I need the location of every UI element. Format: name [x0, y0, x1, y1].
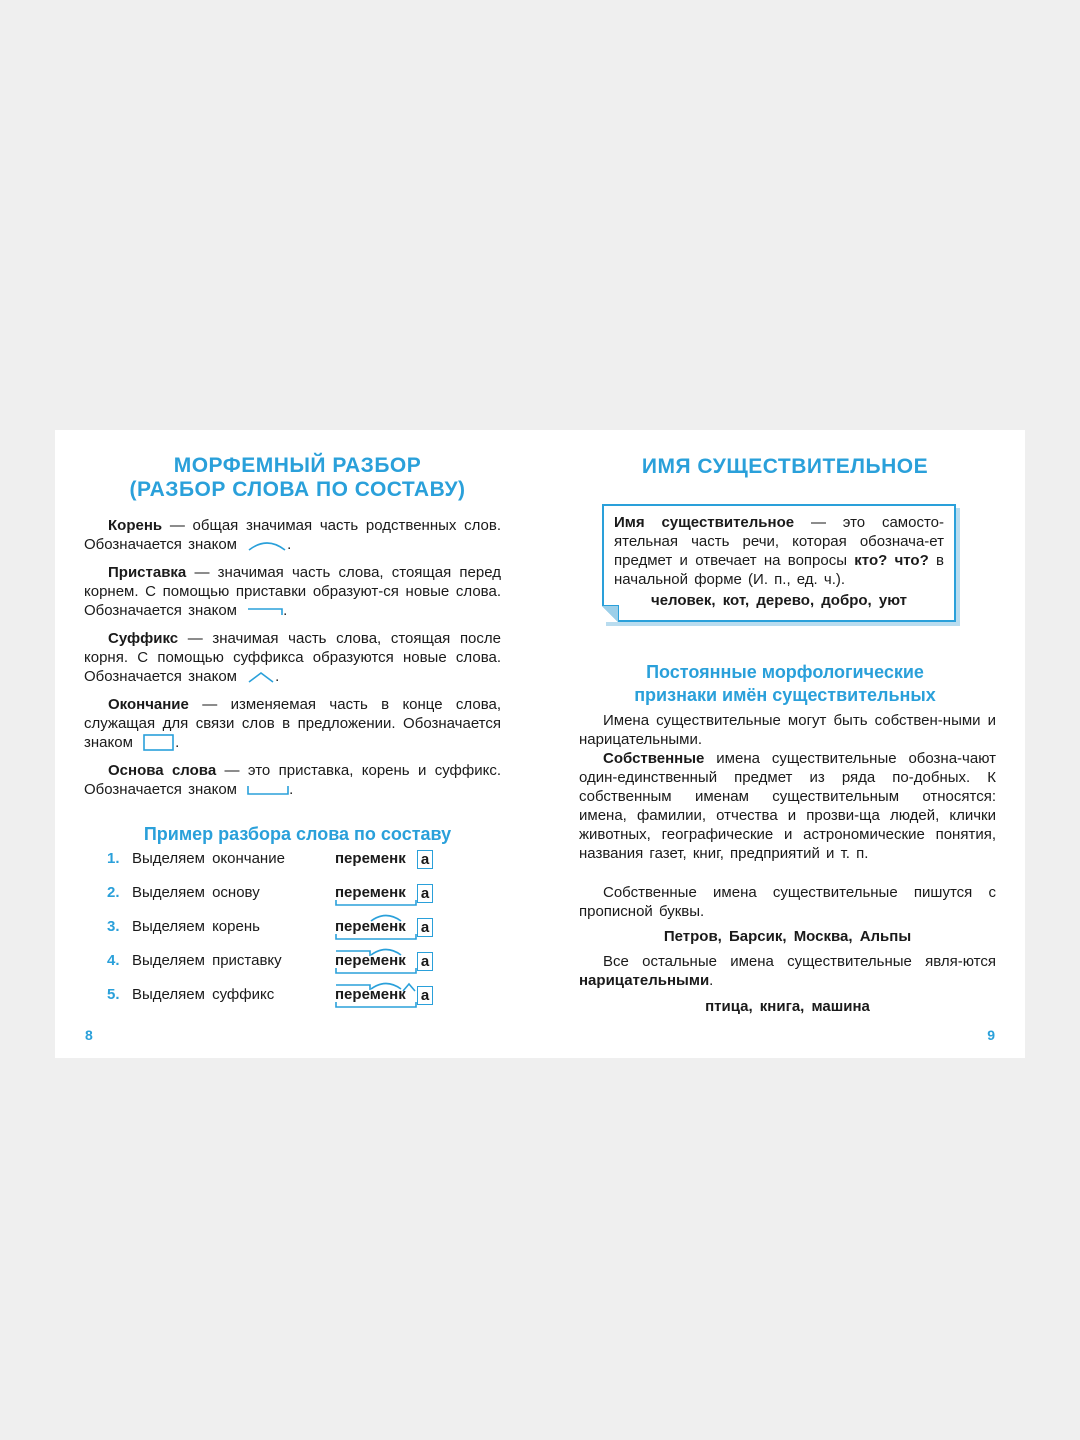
root-arc-icon [247, 538, 287, 552]
question-who: кто? [854, 552, 888, 569]
paragraph-3-text: Собственные имена существительные пишутся с прописной буквы. [579, 884, 996, 920]
paragraph-2-text: имена существительные обозна-чают один-единственный предмет из ряда по-добных. К собственным именам существительным относятся: имена, фамилии, отчества и прозви-ща людей, клички животных, географические и астрономические понятия, названия газет, книг, предприятий и т. п. [579, 750, 996, 862]
word-stem: переменк [335, 884, 406, 901]
definition-ending-text: — изменяемая часть в конце слова, служащая для связи слов в предложении. Обозначается знаком [84, 696, 502, 751]
definition-root: Корень — общая значимая часть родственных слов. Обозначается знаком . [84, 517, 501, 553]
definition-prefix-text: — значимая часть слова, стоящая перед корнем. С помощью приставки образуют-ся новые слова. Обозначается знаком [84, 564, 501, 619]
prefix-mark-icon [335, 950, 431, 976]
definition-suffix-text: — значимая часть слова, стоящая после корня. С помощью суффикса образуются новые слова. Обозначается знаком [84, 630, 501, 685]
paragraph-capital-letter [579, 883, 996, 921]
term-ending: Окончание [108, 696, 189, 713]
word-ending: а [417, 884, 433, 903]
word-parse [335, 882, 435, 908]
parsing-steps [107, 848, 487, 1018]
paragraph-common-nouns: Все остальные имена существительные явля-ются нарицательными. [579, 953, 996, 989]
page-number-left: 8 [85, 1027, 93, 1043]
step-number: 5. [107, 986, 120, 1003]
stem-bracket-icon [247, 784, 289, 796]
word-parse [335, 984, 435, 1010]
definition-ending: Окончание — изменяемая часть в конце слова, служащая для связи слов в предложении. Обозначается знаком . [84, 696, 502, 751]
step-number: 4. [107, 952, 120, 969]
word-parse [335, 950, 435, 976]
word-ending: а [417, 918, 433, 937]
noun-examples: человек, кот, дерево, добро, уют [650, 592, 908, 609]
definition-stem: Основа слова — это приставка, корень и суффикс. Обозначается знаком . [84, 762, 502, 798]
root-mark-icon [335, 916, 431, 942]
noun-definition-text: — это самосто-ятельная часть речи, которая обознача-ет предмет и отвечает на вопросы [614, 514, 945, 569]
word-ending: а [417, 986, 433, 1005]
right-page [540, 430, 1025, 1058]
common-examples: птица, книга, машина [705, 998, 870, 1015]
paragraph-4-text: Все остальные имена существительные явля-ются [603, 953, 996, 970]
word-stem: переменк [335, 850, 406, 867]
term-root: Корень [108, 517, 163, 534]
word-ending: а [417, 850, 433, 869]
word-stem: переменк [335, 918, 406, 935]
term-proper: Собственные [603, 750, 705, 767]
term-prefix: Приставка [108, 564, 187, 581]
step-text: Выделяем окончание [132, 850, 285, 867]
definition-stem-text: — это приставка, корень и суффикс. Обозначается знаком [84, 762, 502, 798]
title-line-1: МОРФЕМНЫЙ РАЗБОР [173, 454, 422, 477]
noun-definition-tail: в начальной форме (И. п., ед. ч.). [614, 552, 944, 588]
step-number: 3. [107, 918, 120, 935]
paragraph-1-text: Имена существительные могут быть собствен-ными и нарицательными. [579, 712, 996, 748]
book-spread [55, 430, 1025, 1058]
example-title: Пример разбора слова по составу [143, 824, 452, 844]
page-title [55, 454, 540, 502]
term-stem: Основа слова [108, 762, 217, 779]
paragraph-proper-common [579, 711, 996, 749]
step-text: Выделяем приставку [132, 952, 282, 969]
step-item [107, 950, 487, 984]
word-ending: а [417, 952, 433, 971]
step-item [107, 916, 487, 950]
page-title-right: ИМЯ СУЩЕСТВИТЕЛЬНОЕ [641, 455, 929, 478]
ending-box-icon [143, 734, 175, 752]
word-stem: переменк [335, 952, 406, 969]
title-line-2: (РАЗБОР СЛОВА ПО СОСТАВУ) [129, 478, 466, 501]
prefix-corner-icon [247, 605, 283, 617]
word-parse [335, 848, 435, 874]
step-text: Выделяем суффикс [132, 986, 275, 1003]
stem-mark-icon [335, 882, 431, 908]
term-suffix: Суффикс [108, 630, 179, 647]
step-item [107, 984, 487, 1018]
question-what: что? [894, 552, 929, 569]
term-common: нарицательными [579, 972, 710, 989]
definition-root-text: — общая значимая часть родственных слов. Обозначается знаком [84, 517, 501, 553]
step-number: 2. [107, 884, 120, 901]
page-number-right: 9 [987, 1027, 995, 1043]
paragraph-proper-nouns [579, 749, 996, 863]
constant-features-title [540, 661, 1030, 707]
left-page [55, 430, 540, 1058]
step-text: Выделяем корень [132, 918, 260, 935]
word-stem: переменк [335, 986, 406, 1003]
step-text: Выделяем основу [132, 884, 260, 901]
definition-box [602, 504, 956, 622]
definition-suffix: Суффикс — значимая часть слова, стоящая после корня. С помощью суффикса образуются новые слова. Обозначается знаком . [84, 630, 501, 685]
suffix-caret-icon [247, 671, 275, 683]
noun-definition [614, 513, 944, 589]
proper-examples: Петров, Барсик, Москва, Альпы [663, 928, 912, 945]
step-number: 1. [107, 850, 120, 867]
subtitle-line-2: признаки имён существительных [634, 685, 936, 705]
noun-term: Имя существительное [614, 514, 795, 531]
definition-prefix: Приставка — значимая часть слова, стоящая перед корнем. С помощью приставки образуют-ся новые слова. Обозначается знаком . [84, 564, 501, 619]
subtitle-line-1: Постоянные морфологические [646, 662, 924, 682]
page-fold-corner [602, 605, 619, 622]
step-item [107, 848, 487, 882]
step-item [107, 882, 487, 916]
word-parse [335, 916, 435, 942]
suffix-mark-icon [335, 984, 431, 1010]
